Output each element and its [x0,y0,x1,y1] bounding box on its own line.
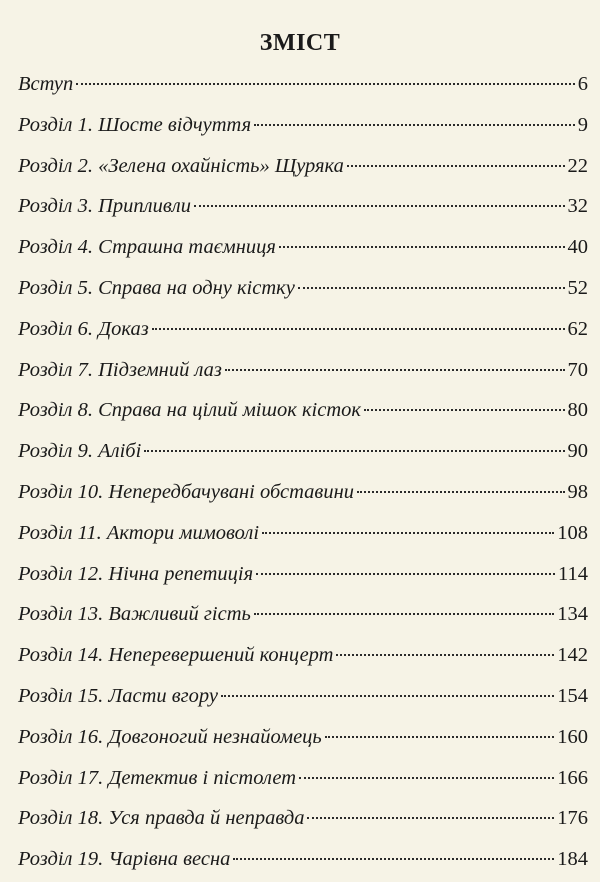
toc-entry-page-number: 108 [557,521,588,544]
toc-entry [18,594,588,635]
dot-leader [262,531,554,534]
toc-entry-page-number: 176 [557,807,588,830]
dot-leader [336,653,554,656]
toc-entry-page-number: 80 [567,399,588,422]
toc-entry [18,186,588,227]
toc-entry-page-number: 114 [558,562,588,585]
dot-leader [364,408,565,411]
toc-entry-label: Розділ 13. Важливий гість [18,603,251,626]
dot-leader [256,572,555,575]
toc-entry-label: Розділ 6. Доказ [18,317,149,340]
toc-entry [18,105,588,146]
toc-entry-label: Розділ 4. Страшна таємниця [18,236,276,259]
toc-entry-label: Розділ 11. Актори мимоволі [18,521,260,544]
toc-entry-page-number: 32 [567,195,588,218]
toc-entry-label: Вступ [18,73,74,95]
toc-entry-page-number: 62 [567,317,588,340]
toc-entry-label: Розділ 2. «Зелена охайність» Щуряка [18,154,344,177]
toc-entry-label: Розділ 5. Справа на одну кістку [18,276,295,299]
toc-entry [18,676,588,717]
dot-leader [299,776,554,779]
toc-entry [18,268,588,309]
dot-leader [325,735,555,738]
toc-entry-label: Розділ 18. Уся правда й неправда [18,807,305,830]
toc-entry-label: Розділ 8. Справа на цілий мішок кісток [18,399,361,422]
dot-leader [357,490,565,493]
dot-leader [233,857,554,860]
dot-leader [307,816,554,819]
toc-entry [18,717,588,758]
toc-entry [18,431,588,472]
toc-entry-label: Розділ 15. Ласти вгору [18,684,219,707]
toc-entry [18,227,588,268]
toc-entry-label: Розділ 16. Довгоногий незнайомець [18,725,322,748]
toc-entry [18,513,588,554]
toc-entry-page-number: 40 [567,236,588,259]
dot-leader [221,694,554,697]
dot-leader [254,612,554,615]
page-title: ЗМІСТ [259,30,341,56]
toc-entry-page-number: 22 [567,154,588,177]
dot-leader [144,449,564,452]
toc-entry-page-number: 160 [557,725,588,748]
toc-entry-label: Розділ 19. Чарівна весна [18,848,231,871]
toc-entry-page-number: 142 [557,644,588,667]
toc-entry-page-number: 134 [557,603,588,626]
dot-leader [347,164,565,167]
toc-entry-page-number: 184 [557,848,588,871]
toc-entry-label: Розділ 14. Неперевершений концерт [18,644,334,667]
toc-entry-page-number: 166 [557,766,588,789]
toc-entry [18,839,588,880]
toc-entry-page-number: 6 [577,73,588,95]
dot-leader [194,204,565,207]
toc-entry-page-number: 90 [567,440,588,463]
dot-leader [76,82,574,85]
toc-entry [18,758,588,799]
toc-entry [18,472,588,513]
toc-entry-label: Розділ 9. Алібі [18,440,142,463]
dot-leader [298,286,565,289]
dot-leader [279,245,565,248]
toc-entry [18,390,588,431]
dot-leader [225,368,565,371]
toc-entry [18,309,588,350]
toc-entry-label: Розділ 1. Шосте відчуття [18,113,252,136]
table-of-contents [18,64,588,880]
toc-entry [18,554,588,595]
toc-entry-page-number: 70 [567,358,588,381]
toc-entry-label: Розділ 7. Підземний лаз [18,358,222,381]
toc-entry-label: Розділ 17. Детектив і пістолет [18,766,297,789]
toc-entry-label: Розділ 12. Нічна репетиція [18,562,254,585]
toc-entry [18,635,588,676]
dot-leader [254,123,575,126]
toc-entry-label: Розділ 10. Непередбачувані обставини [18,480,354,503]
toc-entry-label: Розділ 3. Припливли [18,195,191,218]
toc-entry [18,798,588,839]
toc-entry [18,64,588,105]
toc-entry-page-number: 98 [567,480,588,503]
toc-entry-page-number: 154 [557,684,588,707]
toc-entry-page-number: 9 [577,113,588,136]
toc-entry-page-number: 52 [567,276,588,299]
toc-entry [18,350,588,391]
toc-entry [18,146,588,187]
dot-leader [152,327,565,330]
